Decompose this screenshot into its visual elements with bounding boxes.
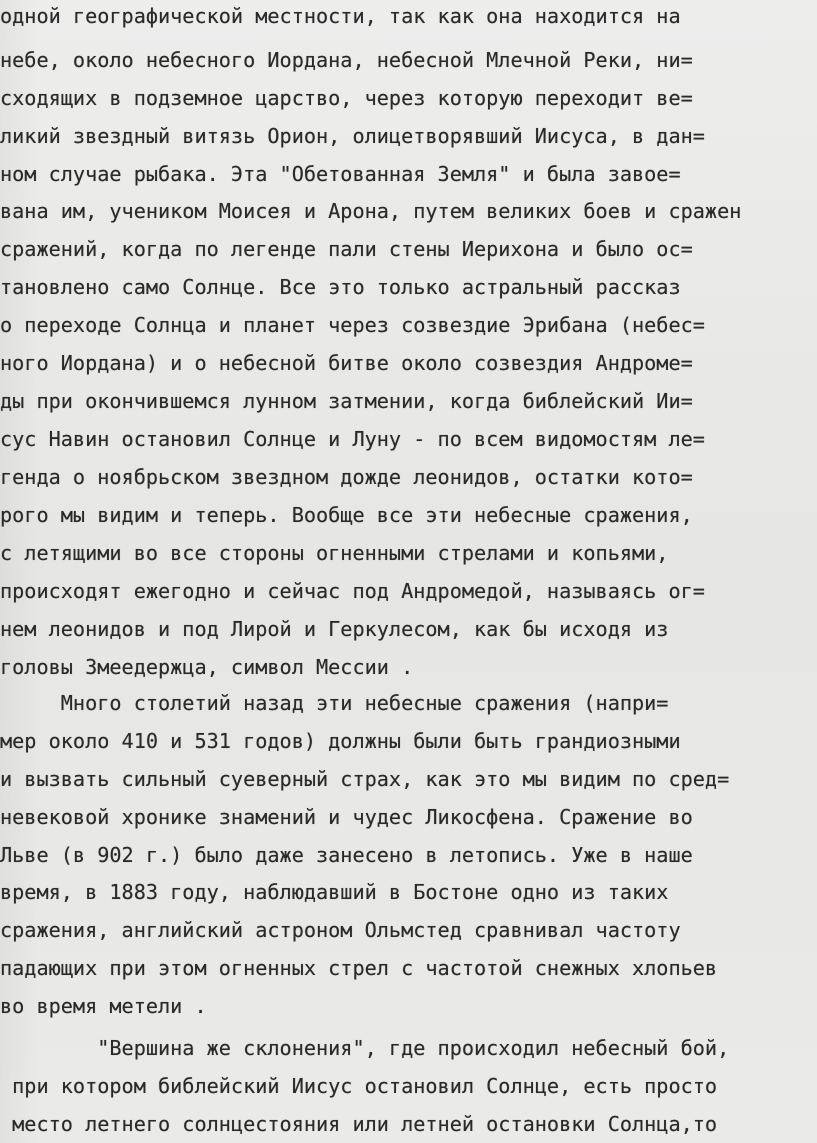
text-line: мер около 410 и 531 годов) должны были быть грандиозными: [0, 729, 681, 753]
text-line: ном случае рыбака. Эта "Обетованная Земля" и была завое=: [0, 162, 681, 186]
text-line: с летящими во все стороны огненными стрелами и копьями,: [0, 541, 669, 565]
text-line: сражения, английский астроном Ольмстед сравнивал частоту: [0, 918, 681, 942]
text-line: место летнего солнцестояния или летней остановки Солнца,то: [0, 1112, 718, 1136]
text-line: тановлено само Солнце. Все это только астральный рассказ: [0, 275, 681, 299]
text-line: сражений, когда по легенде пали стены Иерихона и было ос=: [0, 237, 693, 261]
text-line: "Вершина же склонения", где происходил небесный бой,: [0, 1036, 730, 1060]
text-line: и вызвать сильный суеверный страх, как это мы видим по сред=: [0, 767, 730, 791]
text-line: ды при окончившемся лунном затмении, когда библейский Ии=: [0, 389, 693, 413]
text-line: ного Иордана) и о небесной битве около созвездия Андроме=: [0, 351, 693, 375]
text-line: головы Змеедержца, символ Мессии .: [0, 655, 414, 679]
text-line: нем леонидов и под Лирой и Геркулесом, как бы исходя из: [0, 617, 669, 641]
text-line: генда о ноябрьском звездном дожде леонидов, остатки кото=: [0, 465, 693, 489]
text-line: Льве (в 902 г.) было даже занесено в летопись. Уже в наше: [0, 843, 693, 867]
text-line: невековой хронике знамений и чудес Ликосфена. Сражение во: [0, 805, 693, 829]
text-line: о переходе Солнца и планет через созвездие Эрибана (небес=: [0, 313, 705, 337]
text-line: одной географической местности, так как она находится на: [0, 4, 681, 28]
text-line: происходят ежегодно и сейчас под Андромедой, называясь ог=: [0, 579, 705, 603]
text-line: Много столетий назад эти небесные сражения (напри=: [0, 691, 669, 715]
text-line: сходящих в подземное царство, через которую переходит ве=: [0, 86, 693, 110]
text-line: время, в 1883 году, наблюдавший в Бостоне одно из таких: [0, 880, 669, 904]
text-line: небе, около небесного Иордана, небесной Млечной Реки, ни=: [0, 48, 693, 72]
text-line: при котором библейский Иисус остановил Солнце, есть просто: [0, 1074, 718, 1098]
text-line: во время метели .: [0, 994, 207, 1018]
text-line: падающих при этом огненных стрел с частотой снежных хлопьев: [0, 956, 718, 980]
text-line: ликий звездный витязь Орион, олицетворявший Иисуса, в дан=: [0, 124, 705, 148]
text-line: сус Навин остановил Солнце и Луну - по всем видомостям ле=: [0, 427, 705, 451]
text-line: рого мы видим и теперь. Вообще все эти небесные сражения,: [0, 503, 693, 527]
text-line: вана им, учеником Моисея и Арона, путем великих боев и сражен: [0, 199, 742, 223]
